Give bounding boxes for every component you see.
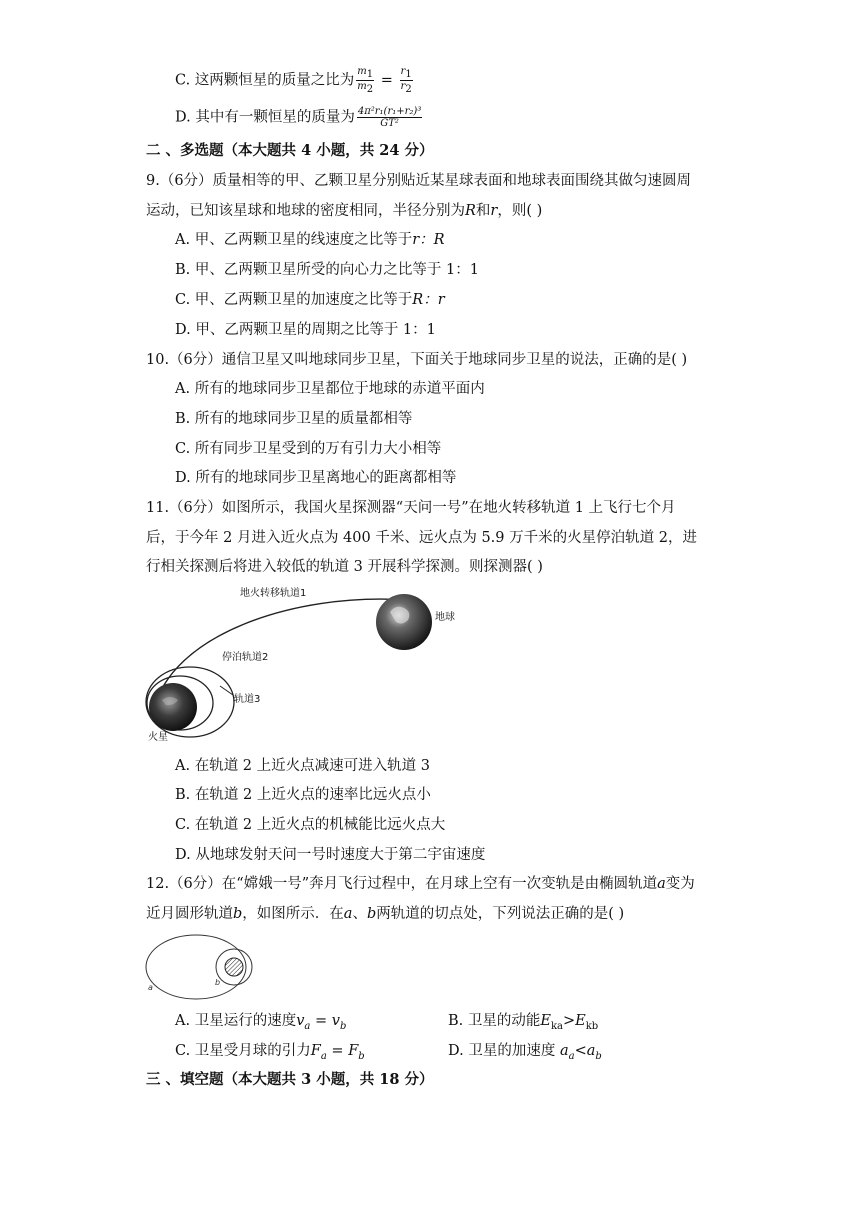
q11-option-b: B. 在轨道 2 上近火点的速率比远火点小 [175,787,431,803]
q11-orbit-figure [140,582,470,747]
section-3-title: 三 、填空题（本大题共 3 小题，共 18 分） [146,1071,434,1088]
q12-option-a: A. 卫星运行的速度$v_a = v_b$ [175,1013,347,1032]
q8-option-d-text: D. 其中有一颗恒星的质量为 [175,109,355,126]
q12-stem-line1: 12.（6分）在“嫦娥一号”奔月飞行过程中，在月球上空有一次变轨是由椭圆轨道a变为 [146,876,695,892]
q11-option-a: A. 在轨道 2 上近火点减速可进入轨道 3 [175,758,430,774]
mars-icon [149,683,197,731]
label-transfer-orbit: 地火转移轨道1 [240,588,307,599]
label-parking-orbit: 停泊轨道2 [222,652,269,663]
q12-option-b: B. 卫星的动能$E_{ka}>E_{kb}$ [448,1013,599,1032]
q11-option-c: C. 在轨道 2 上近火点的机械能比远火点大 [175,817,446,833]
q8-option-d-fraction: $\frac{\text{4π²r₁(r₁+r₂)³}}{\text{GT²}}$ [357,106,422,129]
label-a: a [148,983,153,992]
q9-option-a: A. 甲、乙两颗卫星的线速度之比等于r：R [175,232,445,248]
q10-stem: 10.（6分）通信卫星又叫地球同步卫星，下面关于地球同步卫星的说法，正确的是( ) [146,352,688,368]
q11-stem-line1: 11.（6分）如图所示，我国火星探测器“天问一号”在地火转移轨道 1 上飞行七个月 [146,500,676,516]
q9-stem-line2: 运动，已知该星球和地球的密度相同，半径分别为R和r，则( ) [146,203,543,219]
q10-option-a: A. 所有的地球同步卫星都位于地球的赤道平面内 [175,381,485,397]
q10-option-c: C. 所有同步卫星受到的万有引力大小相等 [175,441,442,457]
q10-option-d: D. 所有的地球同步卫星离地心的距离都相等 [175,470,457,486]
q8-option-d [175,106,424,129]
q11-stem-line2: 后，于今年 2 月进入近火点为 400 千米、远火点为 5.9 万千米的火星停泊轨道 2，进 [146,530,697,546]
q12-stem-line2: 近月圆形轨道b，如图所示．在a、b两轨道的切点处，下列说法正确的是( ) [146,906,625,922]
q9-stem-line1: 9.（6分）质量相等的甲、乙颗卫星分别贴近某星球表面和地球表面围绕其做匀速圆周 [146,173,692,189]
section-2-title: 二 、多选题（本大题共 4 小题，共 24 分） [146,142,434,159]
label-b: b [215,978,221,987]
moon-icon [225,958,243,976]
label-orbit-3: 轨道3 [234,694,261,705]
q9-option-c: C. 甲、乙两颗卫星的加速度之比等于R：r [175,292,445,308]
q11-stem-line3: 行相关探测后将进入较低的轨道 3 开展科学探测。则探测器( ) [146,559,543,575]
q12-option-d: D. 卫星的加速度 $a_a<a_b$ [448,1043,602,1062]
q9-option-d: D. 甲、乙两颗卫星的周期之比等于 1：1 [175,322,436,338]
label-mars: 火星 [148,732,168,743]
q10-option-b: B. 所有的地球同步卫星的质量都相等 [175,411,413,427]
q11-option-d: D. 从地球发射天问一号时速度大于第二宇宙速度 [175,847,486,863]
q8-option-c-text: C. 这两颗恒星的质量之比为 [175,72,355,89]
q12-option-c: C. 卫星受月球的引力$F_a = F_b$ [175,1043,365,1062]
q8-option-c: C. 这两颗恒星的质量之比为 $\frac{m_1}{m_2}$ = $\frac{r_1}{r_2}$ [175,66,412,95]
q8-option-c-fraction-m: $\frac{m_1}{m_2}$ [357,66,374,95]
q12-orbit-figure [144,932,256,1002]
q9-option-b: B. 甲、乙两颗卫星所受的向心力之比等于 1：1 [175,262,479,278]
q8-option-c-fraction-r: $\frac{r_1}{r_2}$ [400,66,412,95]
label-earth: 地球 [435,612,455,623]
